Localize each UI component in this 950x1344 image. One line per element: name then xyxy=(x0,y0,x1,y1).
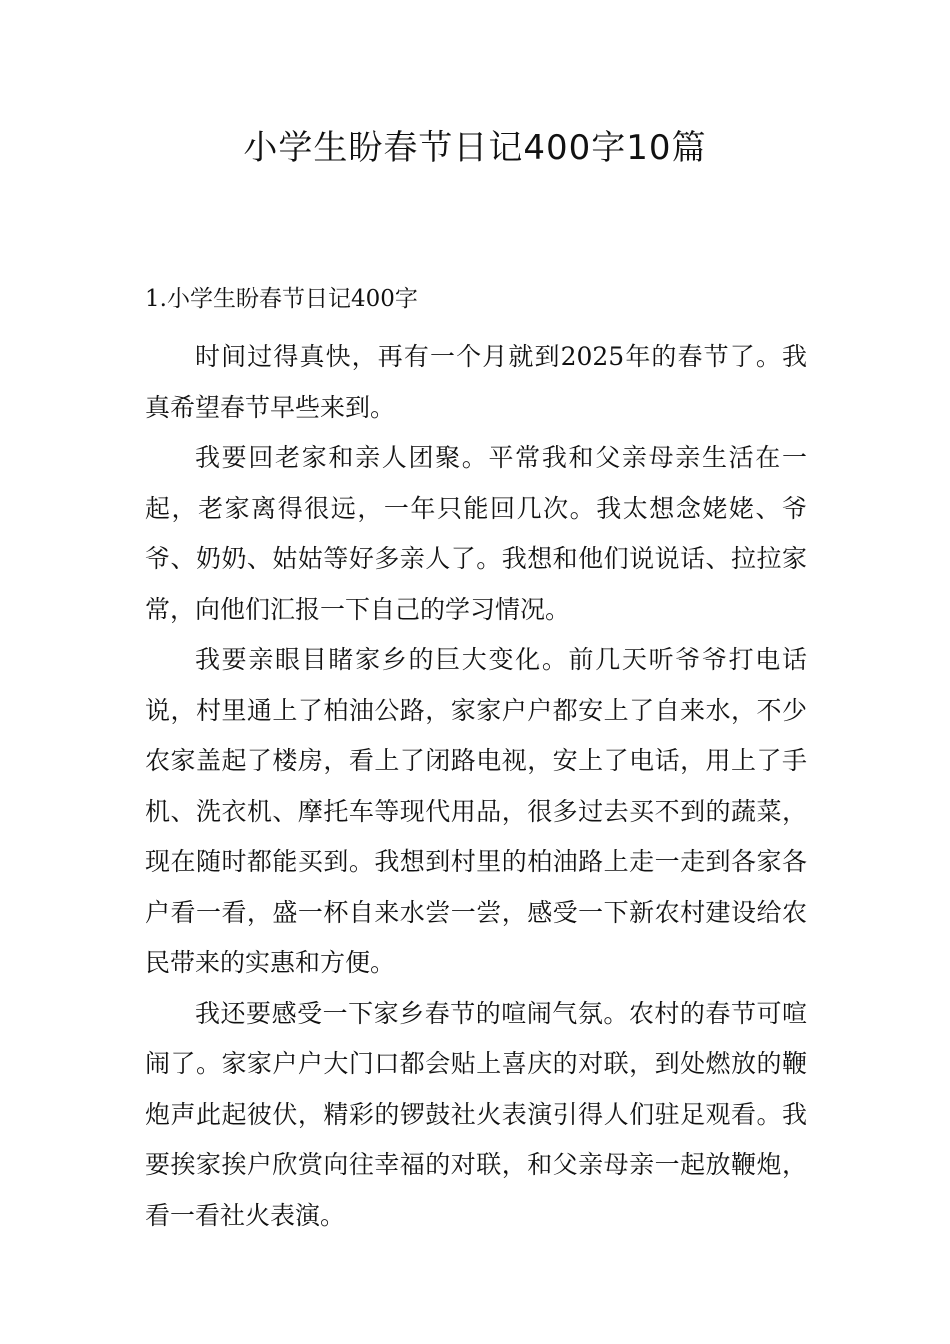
document-body xyxy=(145,332,807,1241)
paragraph: 时间过得真快，再有一个月就到2025年的春节了。我真希望春节早些来到。 xyxy=(145,342,807,422)
section-heading: 1.小学生盼春节日记400字 xyxy=(145,286,418,312)
paragraph: 我要回老家和亲人团聚。平常我和父亲母亲生活在一起，老家离得很远，一年只能回几次。我太想念姥姥、爷爷、奶奶、姑姑等好多亲人了。我想和他们说说话、拉拉家常，向他们汇报一下自己的学习情况。 xyxy=(145,443,807,624)
document-title: 小学生盼春节日记400字10篇 xyxy=(243,128,707,168)
paragraph: 我还要感受一下家乡春节的喧闹气氛。农村的春节可喧闹了。家家户户大门口都会贴上喜庆的对联，到处燃放的鞭炮声此起彼伏，精彩的锣鼓社火表演引得人们驻足观看。我要挨家挨户欣赏向往幸福的对联，和父亲母亲一起放鞭炮，看一看社火表演。 xyxy=(145,998,807,1230)
paragraph: 我要亲眼目睹家乡的巨大变化。前几天听爷爷打电话说，村里通上了柏油公路，家家户户都安上了自来水，不少农家盖起了楼房，看上了闭路电视，安上了电话，用上了手机、洗衣机、摩托车等现代用品，很多过去买不到的蔬菜，现在随时都能买到。我想到村里的柏油路上走一走到各家各户看一看，盛一杯自来水尝一尝，感受一下新农村建设给农民带来的实惠和方便。 xyxy=(145,645,807,977)
